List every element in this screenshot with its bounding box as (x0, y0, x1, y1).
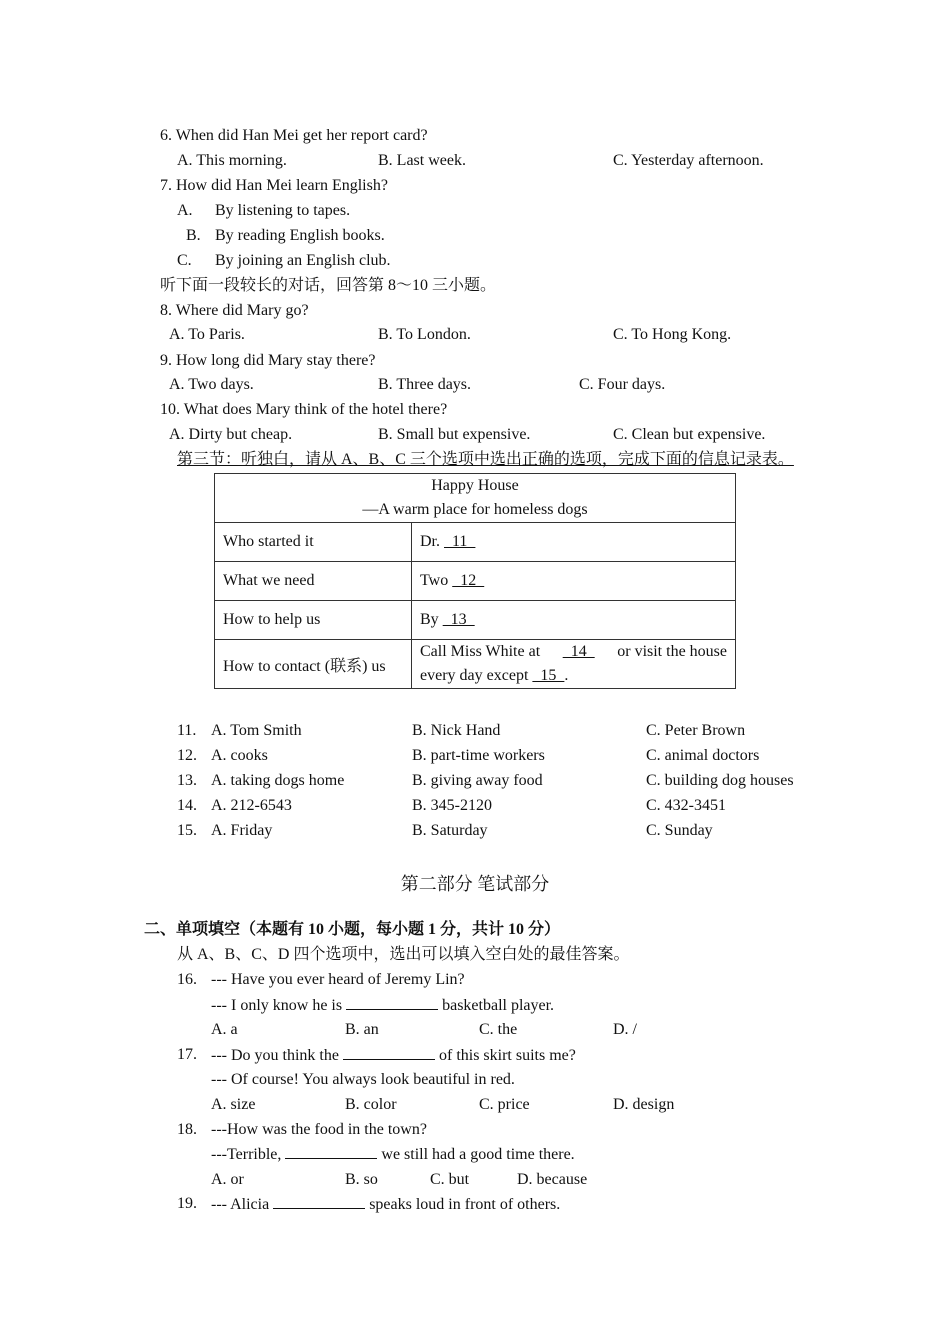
option-c: C. Sunday (646, 822, 713, 839)
answer-blank (273, 1194, 365, 1209)
q10-stem: 10. What does Mary think of the hotel there? (160, 401, 448, 418)
section2-heading: 二、单项填空（本题有 10 小题，每小题 1 分，共计 10 分） (144, 921, 561, 938)
table-row (215, 601, 736, 640)
q17-option-b: B. color (345, 1096, 397, 1113)
contact-prefix-2: every day except (420, 667, 529, 684)
q17-option-d: D. design (613, 1096, 675, 1113)
option-a: A. cooks (211, 747, 268, 764)
q6-stem: 6. When did Han Mei get her report card? (160, 127, 428, 144)
option-a: A. 212-6543 (211, 797, 292, 814)
row-value (412, 601, 736, 640)
q18-option-d: D. because (517, 1171, 588, 1188)
option-a: A. taking dogs home (211, 772, 345, 789)
q6-option-a: A. This morning. (177, 152, 287, 169)
q18-option-b: B. so (345, 1171, 378, 1188)
option-num: 11. (177, 722, 197, 739)
q7-option-c: By joining an English club. (215, 252, 391, 269)
option-b: B. 345-2120 (412, 797, 492, 814)
q9-option-c: C. Four days. (579, 376, 666, 393)
option-num: 14. (177, 797, 197, 814)
contact-line-1 (420, 640, 727, 664)
table-title: Happy House (431, 477, 519, 494)
q17-num: 17. (177, 1046, 197, 1063)
part2-title: 第二部分 笔试部分 (400, 874, 550, 894)
option-b: B. Nick Hand (412, 722, 501, 739)
answer-blank (343, 1045, 435, 1060)
option-c: C. 432-3451 (646, 797, 726, 814)
contact-line-2 (420, 664, 727, 688)
table-row (215, 562, 736, 601)
section2-instruction: 从 A、B、C、D 四个选项中，选出可以填入空白处的最佳答案。 (177, 946, 630, 963)
option-num: 12. (177, 747, 197, 764)
instruction-8-10: 听下面一段较长的对话，回答第 8～10 三小题。 (160, 277, 497, 294)
contact-suffix: or visit the house (617, 643, 727, 660)
q17-line2: --- Of course! You always look beautiful in red. (211, 1071, 515, 1088)
row-label: What we need (215, 562, 412, 601)
section3-instruction: 第三节：听独白，请从 A、B、C 三个选项中选出正确的选项，完成下面的信息记录表。 (177, 451, 794, 468)
q7-option-b-letter: B. (186, 227, 201, 244)
q18-line2-pre: ---Terrible, (211, 1146, 282, 1163)
row-value (412, 640, 736, 689)
q7-option-c-letter: C. (177, 252, 192, 269)
q16-option-b: B. an (345, 1021, 379, 1038)
q16-option-a: A. a (211, 1021, 238, 1038)
q10-option-a: A. Dirty but cheap. (169, 426, 293, 443)
info-record-table (214, 473, 736, 689)
blank-14: 14 (562, 643, 595, 660)
q19-num: 19. (177, 1195, 197, 1212)
table-header-row (215, 474, 736, 523)
row-prefix: By (420, 611, 439, 628)
table-header (215, 474, 736, 523)
row-prefix: Two (420, 572, 449, 589)
option-c: C. Peter Brown (646, 722, 746, 739)
q9-option-a: A. Two days. (169, 376, 254, 393)
row-label: Who started it (215, 523, 412, 562)
option-c: C. animal doctors (646, 747, 760, 764)
q18-option-a: A. or (211, 1171, 244, 1188)
row-prefix: Dr. (420, 533, 440, 550)
q19-line1-pre: --- Alicia (211, 1196, 270, 1213)
answer-blank (285, 1144, 377, 1159)
q18-num: 18. (177, 1121, 197, 1138)
option-b: B. part-time workers (412, 747, 545, 764)
q17-line1 (211, 1045, 576, 1066)
option-b: B. giving away food (412, 772, 543, 789)
q18-line1: ---How was the food in the town? (211, 1121, 427, 1138)
blank-15: 15 (532, 667, 565, 684)
q9-stem: 9. How long did Mary stay there? (160, 352, 376, 369)
answer-blank (346, 995, 438, 1010)
q7-option-b: By reading English books. (215, 227, 385, 244)
q10-option-b: B. Small but expensive. (378, 426, 531, 443)
option-a: A. Tom Smith (211, 722, 302, 739)
blank-11: 11 (444, 533, 476, 550)
q17-option-a: A. size (211, 1096, 256, 1113)
q9-option-b: B. Three days. (378, 376, 472, 393)
q17-line1-post: of this skirt suits me? (438, 1047, 576, 1064)
option-a: A. Friday (211, 822, 273, 839)
q16-line1: --- Have you ever heard of Jeremy Lin? (211, 971, 465, 988)
row-value (412, 523, 736, 562)
blank-13: 13 (442, 611, 475, 628)
row-label: How to contact (联系) us (215, 640, 412, 689)
q16-option-c: C. the (479, 1021, 518, 1038)
q16-line2-pre: --- I only know he is (211, 997, 343, 1014)
q8-option-c: C. To Hong Kong. (613, 326, 732, 343)
q6-option-b: B. Last week. (378, 152, 466, 169)
q18-line2 (211, 1144, 575, 1165)
q19-line1-post: speaks loud in front of others. (369, 1196, 561, 1213)
q16-line2-post: basketball player. (442, 997, 555, 1014)
table-row (215, 640, 736, 689)
q8-stem: 8. Where did Mary go? (160, 302, 309, 319)
q10-option-c: C. Clean but expensive. (613, 426, 766, 443)
option-b: B. Saturday (412, 822, 488, 839)
q16-option-d: D. / (613, 1021, 637, 1038)
contact-period: . (564, 667, 569, 684)
contact-prefix: Call Miss White at (420, 643, 541, 660)
option-c: C. building dog houses (646, 772, 794, 789)
option-num: 13. (177, 772, 197, 789)
q6-option-c: C. Yesterday afternoon. (613, 152, 764, 169)
q7-option-a-letter: A. (177, 202, 193, 219)
blank-12: 12 (452, 572, 485, 589)
q16-num: 16. (177, 971, 197, 988)
q8-option-a: A. To Paris. (169, 326, 245, 343)
q16-line2 (211, 995, 554, 1016)
option-num: 15. (177, 822, 197, 839)
table-subtitle: —A warm place for homeless dogs (362, 501, 588, 518)
q17-option-c: C. price (479, 1096, 530, 1113)
q18-line2-post: we still had a good time there. (381, 1146, 575, 1163)
q18-option-c: C. but (430, 1171, 470, 1188)
q19-line1 (211, 1194, 560, 1215)
table-row (215, 523, 736, 562)
row-label: How to help us (215, 601, 412, 640)
q7-stem: 7. How did Han Mei learn English? (160, 177, 388, 194)
q8-option-b: B. To London. (378, 326, 471, 343)
row-value (412, 562, 736, 601)
q7-option-a: By listening to tapes. (215, 202, 351, 219)
q17-line1-pre: --- Do you think the (211, 1047, 339, 1064)
